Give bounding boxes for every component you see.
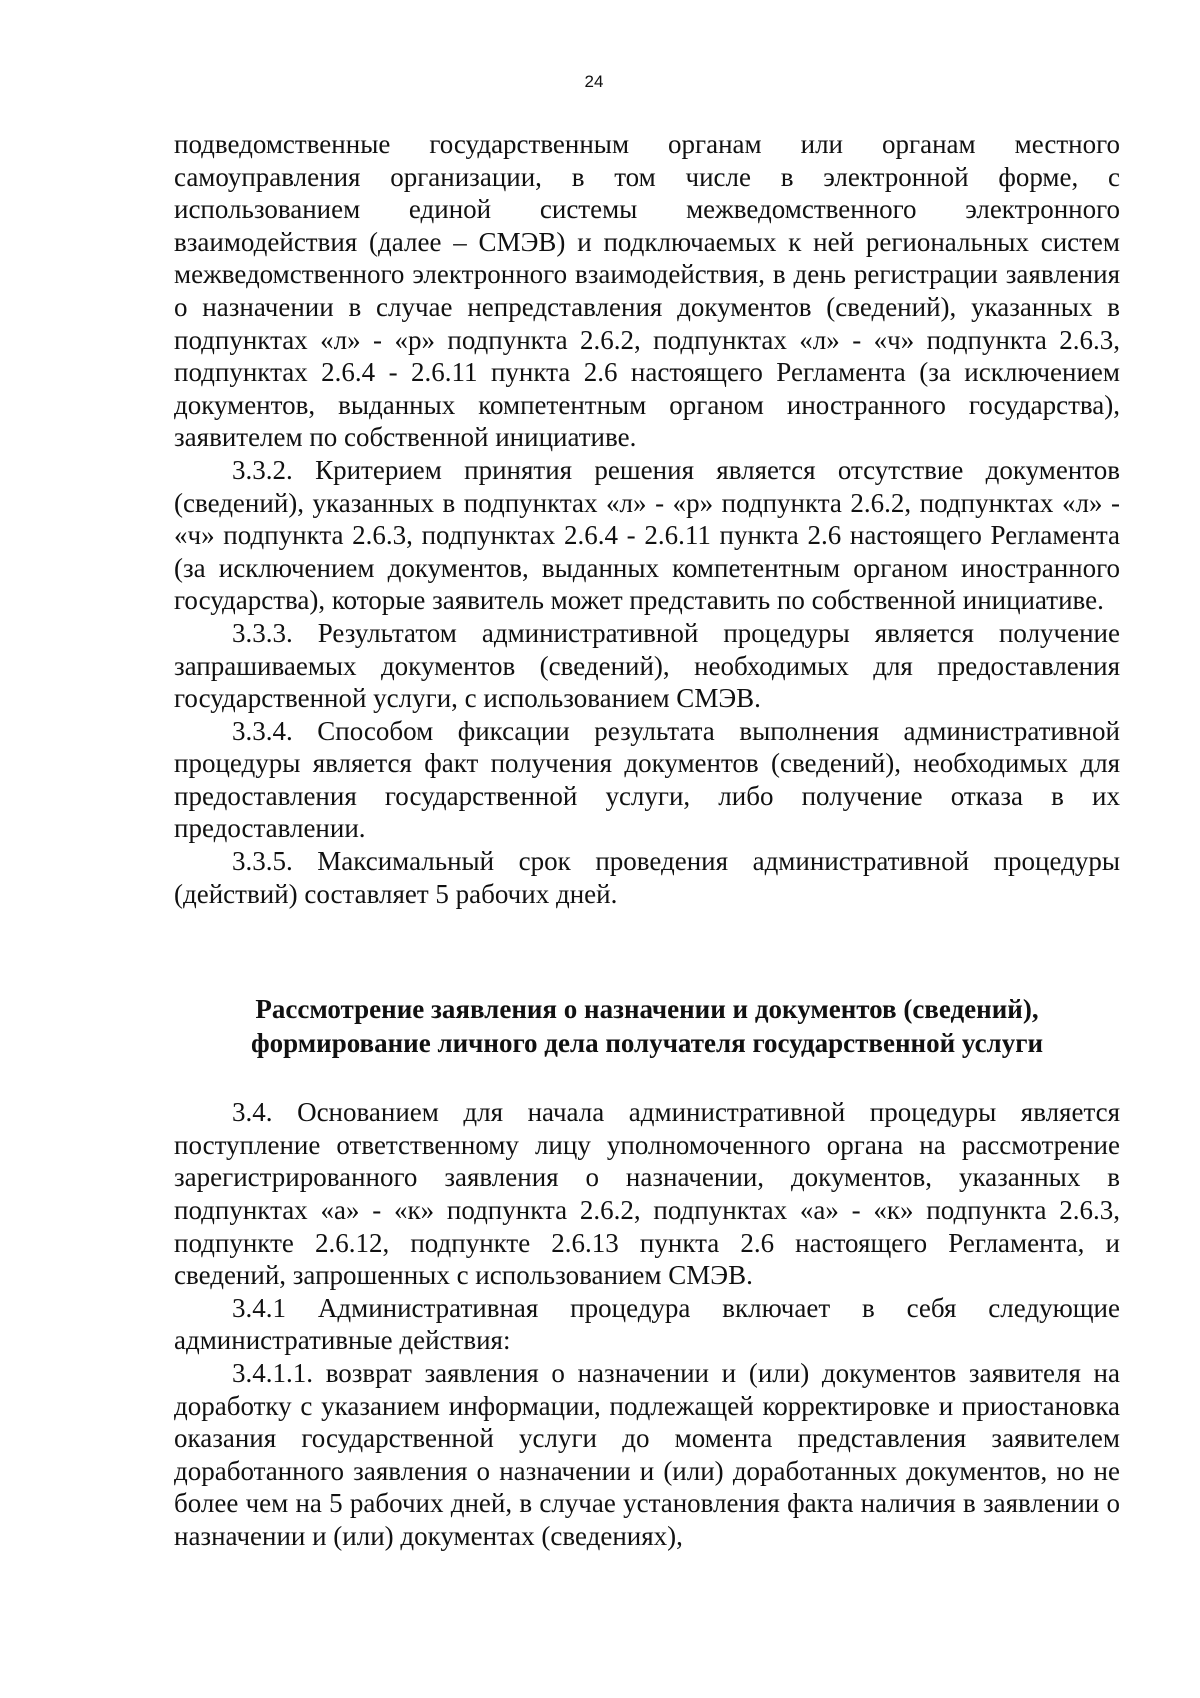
document-body [174, 128, 1120, 1553]
paragraph-3-3-5: 3.3.5. Максимальный срок проведения административной процедуры (действий) составляет 5 рабочих дней. [174, 846, 1120, 909]
section-heading-line-1: Рассмотрение заявления о назначении и документов (сведений), [255, 994, 1039, 1025]
paragraph-3-4-1-1: 3.4.1.1. возврат заявления о назначении и (или) документов заявителя на доработку с указанием информации, подлежащей корректировке и приостановка оказания государственной услуги до момента представления заявителем доработанного заявления о назначении и (или) доработанных документов, но не более чем на 5 рабочих дней, в случае установления факта наличия в заявлении о назначении и (или) документах (сведениях), [174, 1358, 1120, 1551]
paragraph-3-4: 3.4. Основанием для начала административной процедуры является поступление ответственному лицу уполномоченного органа на рассмотрение зарегистрированного заявления о назначении, документов, указанных в подпунктах «а» - «к» подпункта 2.6.2, подпунктах «а» - «к» подпункта 2.6.3, подпункте 2.6.12, подпункте 2.6.13 пункта 2.6 настоящего Регламента, и сведений, запрошенных с использованием СМЭВ. [174, 1097, 1120, 1291]
paragraph-3-3-3: 3.3.3. Результатом административной процедуры является получение запрашиваемых документов (сведений), необходимых для предоставления государственной услуги, с использованием СМЭВ. [174, 617, 1120, 714]
paragraph-3-4-1: 3.4.1 Административная процедура включает в себя следующие административные действия: [174, 1292, 1120, 1356]
paragraph-3-3-4: 3.3.4. Способом фиксации результата выполнения административной процедуры является факт получения документов (сведений), необходимых для предоставления государственной услуги, либо получение отказа в их предоставлении. [174, 715, 1120, 844]
section-heading-line-2: формирование личного дела получателя государственной услуги [250, 1028, 1044, 1059]
paragraph-continuation: подведомственные государственным органам или органам местного самоуправления организации, в том числе в электронной форме, с использованием единой системы межведомственного электронного взаимодействия (далее – СМЭВ) и подключаемых к ней региональных систем межведомственного электронного взаимодействия, в день регистрации заявления о назначении в случае непредставления документов (сведений), указанных в подпунктах «л» - «р» подпункта 2.6.2, подпунктах «л» - «ч» подпункта 2.6.3, подпунктах 2.6.4 - 2.6.11 пункта 2.6 настоящего Регламента (за исключением документов, выданных компетентным органом иностранного государства), заявителем по собственной инициативе. [174, 129, 1120, 453]
section-heading [174, 992, 1120, 1060]
paragraph-3-3-2: 3.3.2. Критерием принятия решения является отсутствие документов (сведений), указанных в подпунктах «л» - «р» подпункта 2.6.2, подпунктах «л» - «ч» подпункта 2.6.3, подпунктах 2.6.4 - 2.6.11 пункта 2.6 настоящего Регламента (за исключением документов, выданных компетентным органом иностранного государства), которые заявитель может представить по собственной инициативе. [174, 454, 1120, 616]
page-number: 24 [584, 72, 604, 91]
